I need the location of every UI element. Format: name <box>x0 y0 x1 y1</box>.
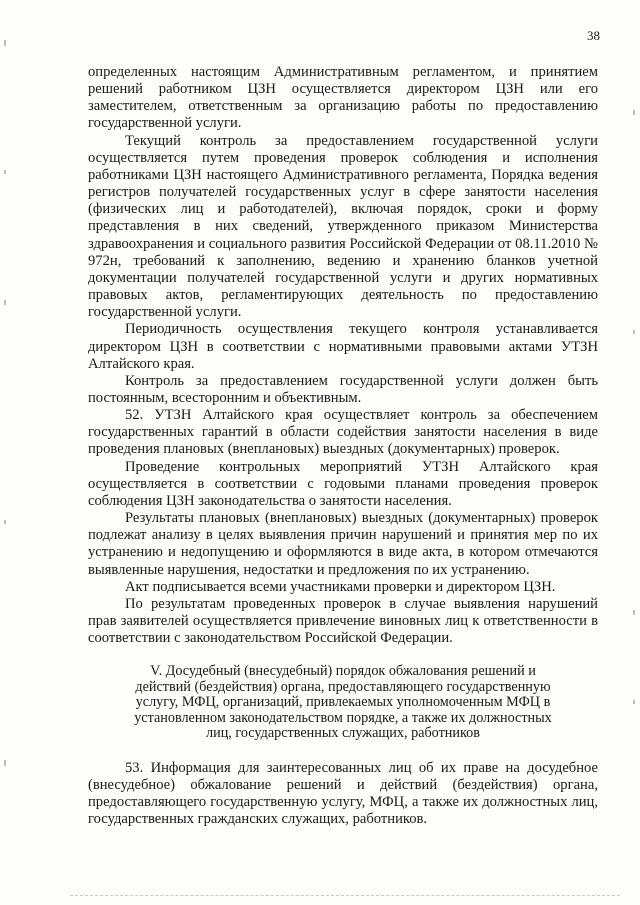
scan-bottom-edge <box>70 895 620 897</box>
body-text <box>88 64 598 828</box>
paragraph: Периодичность осуществления текущего контроля устанавливается директором ЦЗН в соответствии с нормативными правовыми актами УТЗН Алтайского края. <box>88 321 598 372</box>
paragraph: Текущий контроль за предоставлением государственной услуги осуществляется путем проведения проверок соблюдения и исполнения работниками ЦЗН настоящего Административного регламента, Порядка ведения регистров получателей государственных услуг в сфере занятости населения (физических лиц и работодателей), включая порядок, сроки и форму представления в них сведений, утвержденного приказом Министерства здравоохранения и социального развития Российской Федерации от 08.11.2010 № 972н, требований к заполнению, ведению и хранению бланков учетной документации получателей государственной услуги и других нормативных правовых актов, регламентирующих деятельность по предоставлению государственной услуги. <box>88 132 598 321</box>
scan-edge-left <box>4 0 7 905</box>
paragraph: 53. Информация для заинтересованных лиц об их праве на досудебное (внесудебное) обжалование решений и действий (бездействия) органа, предоставляющего государственную услугу, МФЦ, а также их должностных лиц, государственных гражданских служащих, работников. <box>88 759 598 828</box>
page-number: 38 <box>587 28 600 43</box>
paragraph: определенных настоящим Административным регламентом, и принятием решений работником ЦЗН осуществляется директором ЦЗН или его заместителем, ответственным за организацию работы по предоставлению государственной услуги. <box>88 64 598 132</box>
paragraph: 52. УТЗН Алтайского края осуществляет контроль за обеспечением государственных гарантий в области содействия занятости населения в виде проведения плановых (внеплановых) выездных (документарных) проверок. <box>88 407 598 458</box>
paragraph: Акт подписывается всеми участниками проверки и директором ЦЗН. <box>125 578 556 595</box>
section-heading: V. Досудебный (внесудебный) порядок обжалования решений и действий (бездействия) органа, предоставляющего государственную услугу, МФЦ, организаций, привлекаемых уполномоченным МФЦ в установленном законодательством порядке, а также их должностных лиц, государственных служащих, работников <box>134 663 552 742</box>
paragraph: По результатам проведенных проверок в случае выявления нарушений прав заявителей осуществляется привлечение виновных лиц к ответственности в соответствии с законодательством Российской Федерации. <box>88 595 598 647</box>
paragraph: Проведение контрольных мероприятий УТЗН Алтайского края осуществляется в соответствии с годовыми планами проведения проверок соблюдения ЦЗН законодательства о занятости населения. <box>88 458 598 509</box>
paragraph: Результаты плановых (внеплановых) выездных (документарных) проверок подлежат анализу в целях выявления причин нарушений и принятия мер по их устранению и недопущению и оформляются в виде акта, в котором отмечаются выявленные нарушения, недостатки и предложения по их устранению. <box>88 510 598 578</box>
paragraph: Контроль за предоставлением государственной услуги должен быть постоянным, всесторонним и объективным. <box>88 372 598 406</box>
scan-edge-right <box>633 0 636 905</box>
